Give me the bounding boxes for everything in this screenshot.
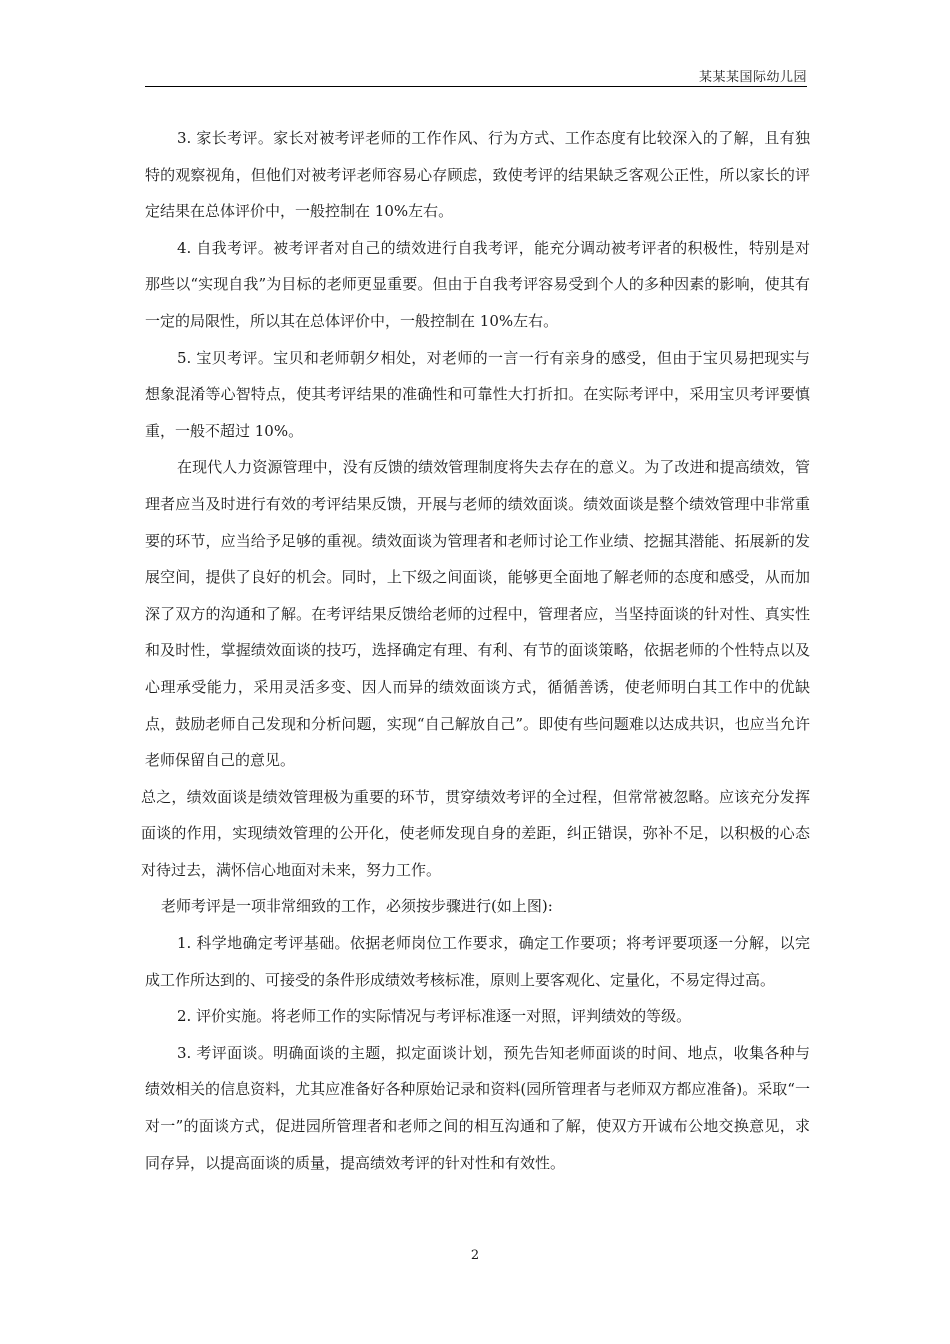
- document-body: [141, 120, 810, 1181]
- header-title: 某某某国际幼儿园: [698, 70, 807, 85]
- paragraph-parent-evaluation: 3. 家长考评。家长对被考评老师的工作作风、行为方式、工作态度有比较深入的了解，且有独特的观察视角，但他们对被考评老师容易心存顾虑，致使考评的结果缺乏客观公正性，所以家长的评定结果在总体评价中，一般控制在 10%左右。: [145, 129, 810, 221]
- page-header: [145, 66, 807, 87]
- paragraph-summary: 总之，绩效面谈是绩效管理极为重要的环节，贯穿绩效考评的全过程，但常常被忽略。应该充分发挥面谈的作用，实现绩效管理的公开化，使老师发现自身的差距，纠正错误，弥补不足，以积极的心态对待过去，满怀信心地面对未来，努力工作。: [141, 787, 810, 879]
- page-number: 2: [470, 1248, 480, 1263]
- paragraph-child-evaluation: 5. 宝贝考评。宝贝和老师朝夕相处，对老师的一言一行有亲身的感受，但由于宝贝易把现实与想象混淆等心智特点，使其考评结果的准确性和可靠性大打折扣。在实际考评中，采用宝贝考评要慎重，一般不超过 10%。: [145, 348, 810, 440]
- paragraph-step-1: 1. 科学地确定考评基础。依据老师岗位工作要求，确定工作要项；将考评要项逐一分解，以完成工作所达到的、可接受的条件形成绩效考核标准，原则上要客观化、定量化，不易定得过高。: [145, 934, 810, 989]
- paragraph-feedback: 在现代人力资源管理中，没有反馈的绩效管理制度将失去存在的意义。为了改进和提高绩效，管理者应当及时进行有效的考评结果反馈，开展与老师的绩效面谈。绩效面谈是整个绩效管理中非常重要的环节，应当给予足够的重视。绩效面谈为管理者和老师讨论工作业绩、挖掘其潜能、拓展新的发展空间，提供了良好的机会。同时，上下级之间面谈，能够更全面地了解老师的态度和感受，从而加深了双方的沟通和了解。在考评结果反馈给老师的过程中，管理者应，当坚持面谈的针对性、真实性和及时性，掌握绩效面谈的技巧，选择确定有理、有利、有节的面谈策略，依据老师的个性特点以及心理承受能力，采用灵活多变、因人而异的绩效面谈方式，循循善诱，使老师明白其工作中的优缺点，鼓励老师自己发现和分析问题，实现“自己解放自己”。即使有些问题难以达成共识，也应当允许老师保留自己的意见。: [145, 458, 810, 770]
- paragraph-step-2: 2. 评价实施。将老师工作的实际情况与考评标准逐一对照，评判绩效的等级。: [177, 1007, 692, 1026]
- paragraph-self-evaluation: 4. 自我考评。被考评者对自己的绩效进行自我考评，能充分调动被考评者的积极性，特别是对那些以“实现自我”为目标的老师更显重要。但由于自我考评容易受到个人的多种因素的影响，使其有一定的局限性，所以其在总体评价中，一般控制在 10%左右。: [145, 238, 810, 330]
- paragraph-step-3: 3. 考评面谈。明确面谈的主题，拟定面谈计划，预先告知老师面谈的时间、地点，收集各种与绩效相关的信息资料，尤其应准备好各种原始记录和资料(园所管理者与老师双方都应准备)。采取“一对一”的面谈方式，促进园所管理者和老师之间的相互沟通和了解，使双方开诚布公地交换意见，求同存异，以提高面谈的质量，提高绩效考评的针对性和有效性。: [145, 1043, 810, 1172]
- paragraph-steps-intro: 老师考评是一项非常细致的工作，必须按步骤进行(如上图):: [161, 897, 553, 916]
